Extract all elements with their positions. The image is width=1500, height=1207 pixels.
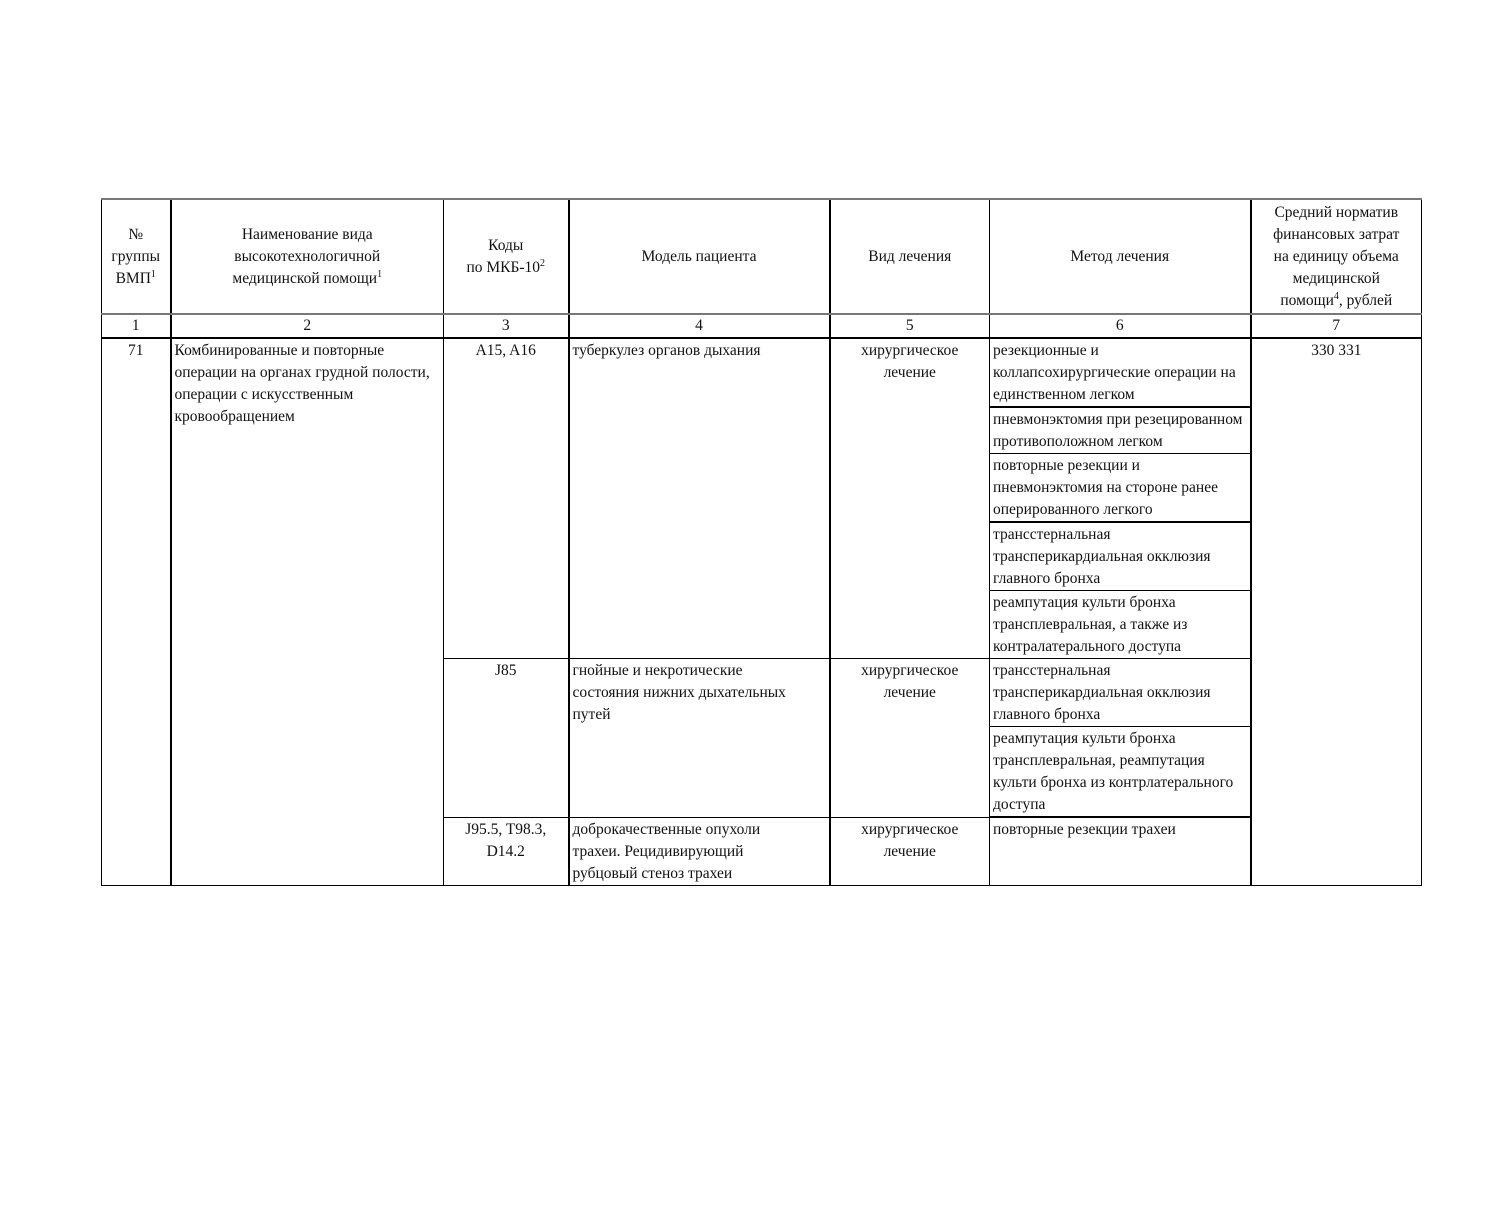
treatment-method: пневмонэктомия при резецированном противоположном легком: [990, 407, 1251, 454]
vmp-table: [101, 198, 1422, 886]
column-number: 7: [1251, 314, 1422, 338]
footnote-marker: 1: [150, 268, 156, 280]
patient-model: туберкулез органов дыхания: [569, 338, 830, 659]
column-number: 4: [569, 314, 830, 338]
header-icd-codes: [444, 199, 569, 314]
group-number: 71: [102, 338, 171, 885]
group-name: Комбинированные и повторные операции на органах грудной полости, операции с искусственным кровообращением: [171, 338, 444, 885]
treatment-method: реампутация культи бронха трансплевральная, а также из контралатерального доступа: [990, 591, 1251, 659]
treatment-method: повторные резекции и пневмонэктомия на стороне ранее оперированного легкого: [990, 454, 1251, 523]
column-number: 2: [171, 314, 444, 338]
group-cost: 330 331: [1251, 338, 1422, 885]
footnote-marker: 1: [377, 268, 383, 280]
patient-model: доброкачественные опухоли трахеи. Рецидивирующий рубцовый стеноз трахеи: [569, 817, 830, 885]
header-patient-model: [569, 199, 830, 314]
icd-codes: J95.5, T98.3, D14.2: [444, 817, 569, 885]
icd-codes: A15, A16: [444, 338, 569, 659]
treatment-type: хирургическое лечение: [830, 817, 990, 885]
treatment-method: повторные резекции трахеи: [990, 817, 1251, 885]
header-text: Наименование вида высокотехнологичной медицинской помощи: [232, 226, 381, 287]
header-text: Вид лечения: [868, 248, 952, 265]
treatment-method: резекционные и коллапсохирургические операции на единственном легком: [990, 338, 1251, 407]
footnote-marker: 2: [540, 257, 546, 269]
header-row: [102, 199, 1422, 314]
treatment-method: реампутация культи бронха трансплевральная, реампутация культи бронха из контрлатерального доступа: [990, 727, 1251, 818]
header-treatment-method: [990, 199, 1251, 314]
header-vmp-name: [171, 199, 444, 314]
column-number: 3: [444, 314, 569, 338]
header-treatment-type: [830, 199, 990, 314]
treatment-type: хирургическое лечение: [830, 659, 990, 818]
header-text: Средний норматив финансовых затрат на единицу объема медицинской помощи: [1273, 203, 1400, 309]
treatment-method: трансстернальная трансперикардиальная окклюзия главного бронха: [990, 659, 1251, 727]
treatment-type: хирургическое лечение: [830, 338, 990, 659]
column-number-row: [102, 314, 1422, 338]
header-text: Коды по МКБ-10: [466, 237, 541, 276]
column-number: 6: [990, 314, 1251, 338]
footnote-marker: 4: [1333, 290, 1339, 302]
treatment-method: трансстернальная трансперикардиальная окклюзия главного бронха: [990, 522, 1251, 591]
header-cost-norm: [1251, 199, 1422, 314]
header-text-suffix: , рублей: [1338, 291, 1393, 309]
table-row: [102, 338, 1422, 407]
header-text: Метод лечения: [1070, 248, 1170, 265]
column-number: 5: [830, 314, 990, 338]
column-number: 1: [102, 314, 171, 338]
header-group-number: [102, 199, 171, 314]
header-text: № группы ВМП: [111, 225, 161, 287]
header-text: Модель пациента: [641, 248, 757, 265]
patient-model: гнойные и некротические состояния нижних дыхательных путей: [569, 659, 830, 818]
icd-codes: J85: [444, 659, 569, 818]
